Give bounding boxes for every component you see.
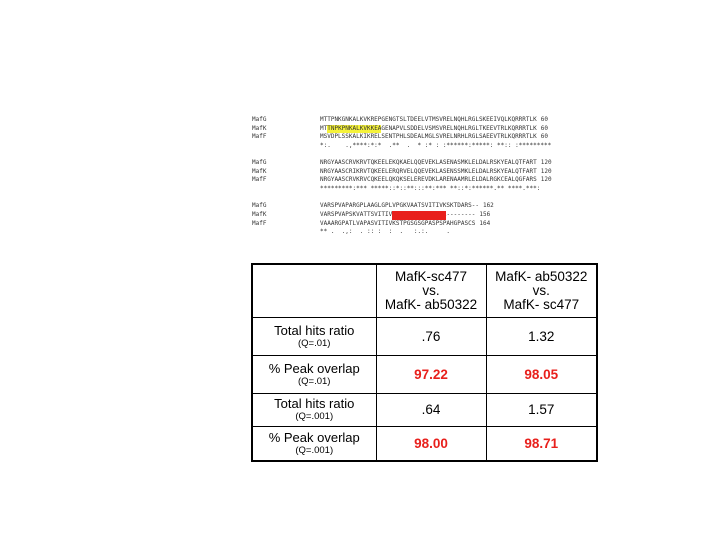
- consensus-row: [252, 228, 592, 237]
- table-row: [252, 426, 597, 461]
- sequence-text-post: --------: [446, 210, 476, 218]
- sequence-text: MTTPNKGNKALKVKREPGENGTSLTDEELVTMSVRELNQHLRGLSKEEIVQLKQRRRTLK: [320, 116, 537, 123]
- table-row: [252, 317, 597, 355]
- alignment-row-mafg: [252, 202, 592, 211]
- sequence-name: MafG: [252, 116, 267, 123]
- sequence-name: MafF: [252, 176, 267, 184]
- header-line: vs.: [422, 282, 440, 298]
- sequence-name: MafK: [252, 210, 267, 218]
- sequence-position: 120: [540, 167, 552, 175]
- consensus-text: *********:*** *****::*::**:::**:*** **::*:******.** ****.***:: [320, 184, 541, 192]
- row-label: % Peak overlap: [268, 429, 360, 445]
- value-cell: .76: [376, 317, 486, 355]
- alignment-row-mafk: [252, 211, 592, 220]
- value-cell: .64: [376, 393, 486, 426]
- alignment-block-1: [252, 116, 592, 150]
- sequence-position: 60: [540, 116, 548, 123]
- value-cell-highlight: 98.05: [486, 355, 597, 393]
- sequence-position: 60: [540, 133, 548, 141]
- value-cell-highlight: 98.71: [486, 426, 597, 461]
- value-cell-highlight: 98.00: [376, 426, 486, 461]
- header-line: MafK- ab50322: [495, 268, 588, 284]
- row-label: % Peak overlap: [268, 360, 360, 376]
- sequence-text-pre: VARSPVAPSKVATTSVITIV: [320, 210, 393, 218]
- sequence-name: MafK: [252, 124, 267, 132]
- row-label: Total hits ratio: [274, 396, 355, 411]
- column-header-1: [376, 264, 486, 317]
- sequence-name: MafG: [252, 159, 267, 167]
- value-cell: 1.32: [486, 317, 597, 355]
- table-row: [252, 393, 597, 426]
- sequence-name: MafF: [252, 219, 267, 227]
- header-line: MafK-sc477: [394, 268, 468, 284]
- sequence-name: MafK: [252, 167, 267, 175]
- sequence-alignment: [252, 116, 592, 246]
- sequence-text: NRGYAASCRVKRVCQKEELQKQKSELEREVDKLARENAAMRLELDALRGKCEALQGFARS: [320, 176, 537, 184]
- table-header-row: [252, 264, 597, 317]
- value-cell: 1.57: [486, 393, 597, 426]
- sequence-text: VAAARGPATLVAPASVITIVKSTPGSGSGPASPSPAHGPASCS: [320, 219, 476, 227]
- consensus-text: ** . .,: . :: : : . :.:. .: [320, 228, 451, 236]
- consensus-text: *:. .,****:*:* .** . * :* : :******:*****: **:: :*********: [320, 141, 552, 149]
- consensus-row: [252, 185, 592, 194]
- header-line: MafK- ab50322: [384, 296, 478, 312]
- row-sublabel: (Q=.001): [295, 444, 334, 456]
- alignment-row-maff: [252, 176, 592, 185]
- alignment-row-mafg: [252, 116, 592, 125]
- sequence-position: 120: [540, 176, 552, 184]
- alignment-row-mafg: [252, 159, 592, 168]
- row-label-cell: [252, 317, 376, 355]
- row-label-cell: [252, 393, 376, 426]
- table-corner-cell: [252, 264, 376, 317]
- sequence-name: MafF: [252, 133, 267, 141]
- alignment-row-maff: [252, 133, 592, 142]
- header-line: MafK- sc477: [503, 296, 580, 312]
- alignment-block-2: [252, 159, 592, 193]
- sequence-text: VARSPVAPARGPLAAGLGPLVPGKVAATSVITIVKSKTDARS--: [320, 202, 479, 210]
- alignment-row-mafk: [252, 168, 592, 177]
- sequence-text: NRGYAASCRVKRVTQKEELEKQKAELQQEVEKLASENASMKLELDALRSKYEALQTFART: [320, 159, 537, 167]
- table-row: [252, 355, 597, 393]
- alignment-row-mafk: [252, 125, 592, 134]
- row-sublabel: (Q=.001): [295, 411, 334, 422]
- sequence-text: NRGYAASCRIKRVTQKEELERQRVELQQEVEKLASENSSMKLELDALRSKYEALQTFART: [320, 167, 537, 175]
- sequence-position: 156: [479, 210, 491, 218]
- column-header-2: [486, 264, 597, 317]
- row-sublabel: (Q=.01): [298, 337, 331, 349]
- sequence-text-pre: MT: [320, 124, 328, 132]
- sequence-position: 162: [482, 202, 494, 210]
- row-sublabel: (Q=.01): [298, 375, 331, 387]
- sequence-name: MafG: [252, 202, 267, 210]
- highlighted-region-red: KSKTDARSHPAGPSL: [392, 210, 447, 218]
- row-label-cell: [252, 426, 376, 461]
- header-line: vs.: [532, 282, 550, 298]
- sequence-text-post: GENAPVLSDDELVSMSVRELNQHLRGLTKEEVTRLKQRRRTLK: [381, 124, 537, 132]
- value-cell-highlight: 97.22: [376, 355, 486, 393]
- alignment-block-3: [252, 202, 592, 236]
- highlighted-region-yellow: TNPKPNKALKVKKEA: [327, 124, 382, 132]
- consensus-row: [252, 142, 592, 151]
- row-label: Total hits ratio: [274, 322, 355, 338]
- sequence-text: MSVDPLSSKALKIKRELSENTPHLSDEALMGLSVRELNRHLRGLSAEEVTRLKQRRRTLK: [320, 133, 537, 141]
- row-label-cell: [252, 355, 376, 393]
- sequence-position: 120: [540, 159, 552, 167]
- sequence-position: 164: [479, 219, 491, 227]
- sequence-position: 60: [540, 124, 548, 132]
- alignment-row-maff: [252, 220, 592, 229]
- comparison-table: [251, 263, 598, 462]
